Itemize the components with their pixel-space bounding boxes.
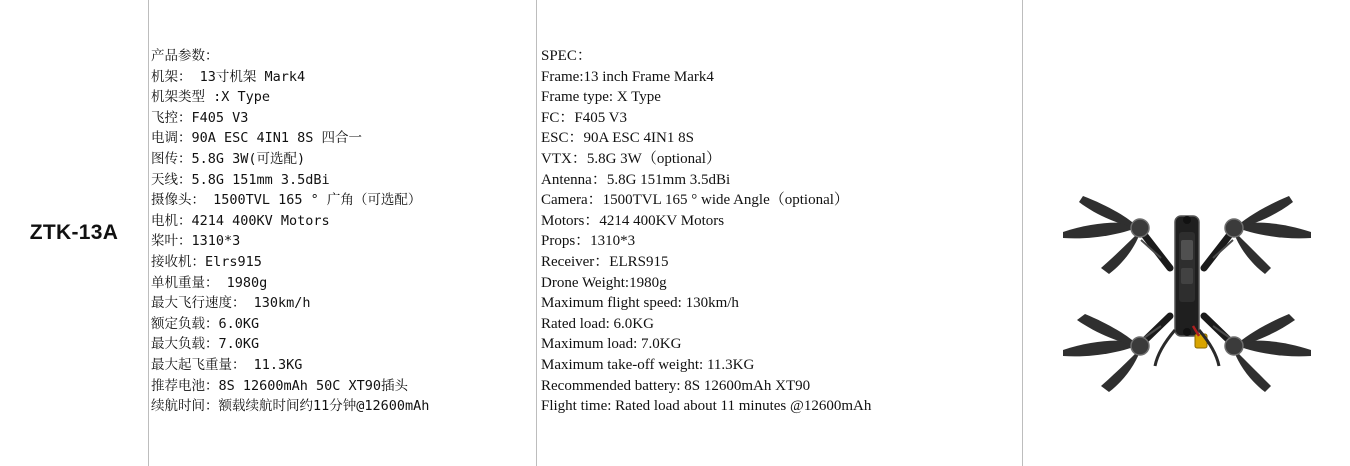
spec-cn-line-13: 额定负载：6.0KG xyxy=(151,315,260,332)
spec-cn-line-11: 单机重量： 1980g xyxy=(151,274,268,291)
spec-cn-line-16: 推荐电池：8S 12600mAh 50C XT90插头 xyxy=(151,377,409,394)
spec-en-line-15: Maximum take-off weight: 11.3KG xyxy=(541,356,755,373)
spec-cn-line-17: 续航时间：额载续航时间约11分钟@12600mAh xyxy=(151,398,430,415)
spec-cn-line-6: 天线：5.8G 151mm 3.5dBi xyxy=(151,171,330,188)
drone-illustration xyxy=(1023,0,1350,466)
propeller-upper-left xyxy=(1063,196,1141,274)
column-divider-2 xyxy=(536,0,537,466)
spec-cn-line-1: 机架： 13寸机架 Mark4 xyxy=(151,68,306,85)
spec-en-line-16: Recommended battery: 8S 12600mAh XT90 xyxy=(541,377,811,394)
spec-en-line-0: SPEC： xyxy=(541,48,592,64)
spec-cn-line-15: 最大起飞重量： 11.3KG xyxy=(151,356,303,373)
spec-en-line-2: Frame type: X Type xyxy=(541,89,661,106)
spec-en-line-6: Antenna：5.8G 151mm 3.5dBi xyxy=(541,171,731,188)
spec-en-line-5: VTX：5.8G 3W（optional） xyxy=(541,150,721,167)
spec-cn-line-9: 桨叶：1310*3 xyxy=(151,233,241,250)
spec-cn-line-8: 电机：4214 400KV Motors xyxy=(151,212,330,229)
propeller-lower-right xyxy=(1233,314,1311,392)
product-model-label: ZTK-13A xyxy=(29,221,119,244)
propeller-upper-right xyxy=(1233,196,1311,274)
spec-en-line-4: ESC：90A ESC 4IN1 8S xyxy=(541,130,694,147)
product-photo xyxy=(1023,0,1350,466)
spec-cn-line-12: 最大飞行速度： 130km/h xyxy=(151,295,311,312)
specs-english-column xyxy=(541,46,1011,417)
spec-en-line-11: Drone Weight:1980g xyxy=(541,274,667,291)
spec-cn-line-5: 图传：5.8G 3W(可选配) xyxy=(151,150,306,167)
spec-cn-line-14: 最大负载：7.0KG xyxy=(151,336,260,353)
spec-en-line-12: Maximum flight speed: 130km/h xyxy=(541,295,739,312)
spec-en-line-9: Props：1310*3 xyxy=(541,233,636,250)
spec-en-line-14: Maximum load: 7.0KG xyxy=(541,336,682,353)
spec-en-line-7: Camera：1500TVL 165 ° wide Angle（optional） xyxy=(541,192,849,209)
spec-cn-line-10: 接收机：Elrs915 xyxy=(151,253,262,270)
center-frame-body xyxy=(1175,216,1199,336)
spec-cn-line-4: 电调：90A ESC 4IN1 8S 四合一 xyxy=(151,130,363,147)
spec-cn-line-7: 摄像头： 1500TVL 165 ° 广角（可选配） xyxy=(151,192,422,209)
spec-en-line-1: Frame:13 inch Frame Mark4 xyxy=(541,68,714,85)
column-divider-1 xyxy=(148,0,149,466)
spec-en-line-10: Receiver：ELRS915 xyxy=(541,253,669,270)
spec-en-line-17: Flight time: Rated load about 11 minutes @12600mAh xyxy=(541,398,872,415)
specs-chinese-column xyxy=(151,46,531,417)
spec-en-line-3: FC：F405 V3 xyxy=(541,109,628,126)
spec-en-line-13: Rated load: 6.0KG xyxy=(541,315,654,332)
propeller-lower-left xyxy=(1063,314,1141,392)
spec-cn-line-3: 飞控：F405 V3 xyxy=(151,109,249,126)
spec-en-line-8: Motors：4214 400KV Motors xyxy=(541,212,725,229)
spec-cn-line-0: 产品参数： xyxy=(151,48,219,64)
spec-cn-line-2: 机架类型 :X Type xyxy=(151,89,271,106)
